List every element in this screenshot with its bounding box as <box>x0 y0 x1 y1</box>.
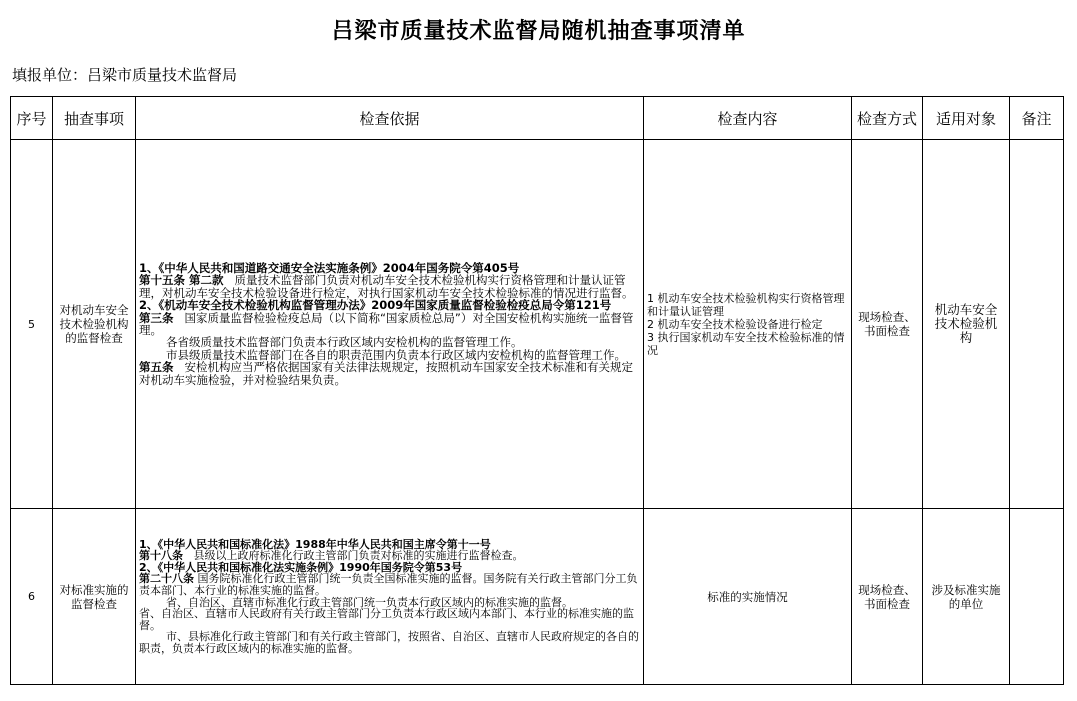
remark <box>1010 140 1064 509</box>
page-title: 吕梁市质量技术监督局随机抽查事项清单 <box>331 18 746 44</box>
basis-text: 国务院标准化行政主管部门统一负责全国标准实施的监督。国务院有关行政主管部门分工负责本部门、本行业的标准实施的监督。 <box>139 572 638 597</box>
basis-text: 省、自治区、直辖市标准化行政主管部门统一负责本行政区域内的标准实施的监督。 <box>166 595 573 609</box>
inspection-item: 对标准实施的监督检查 <box>53 509 136 685</box>
inspection-content <box>644 140 852 509</box>
basis-text: 市县级质量技术监督部门在各自的职责范围内负责本行政区域内安检机构的监督管理工作。 <box>166 347 626 362</box>
basis-article: 第三条 <box>139 310 174 325</box>
inspection-basis <box>136 509 644 685</box>
header-object: 适用对象 <box>923 97 1010 140</box>
table-row <box>11 140 1064 509</box>
header-method: 检查方式 <box>852 97 923 140</box>
basis-law-title: 1、《中华人民共和国道路交通安全法实施条例》2004年国务院令第405号 <box>139 260 520 275</box>
basis-article: 第十五条 第二款 <box>139 273 224 288</box>
basis-text: 市、县标准化行政主管部门和有关行政主管部门，按照省、自治区、直辖市人民政府规定的各自的职责，负责本行政区域内的标准实施的监督。 <box>139 630 639 655</box>
reporting-unit: 填报单位：吕梁市质量技术监督局 <box>12 66 238 84</box>
content-line: 3 执行国家机动车安全技术检验标准的情况 <box>647 330 845 357</box>
header-row <box>11 97 1064 140</box>
inspection-content: 标准的实施情况 <box>644 509 852 685</box>
header-remark: 备注 <box>1010 97 1064 140</box>
basis-article: 第五条 <box>139 360 174 375</box>
basis-article: 第十八条 <box>139 549 183 563</box>
basis-text: 省、自治区、直辖市人民政府有关行政主管部门分工负责本行政区域内本部门、本行业的标准实施的监督。 <box>139 607 634 632</box>
applicable-object: 涉及标准实施的单位 <box>923 509 1010 685</box>
basis-article: 第二十八条 <box>139 572 194 586</box>
inspection-table <box>10 96 1064 685</box>
basis-text: 质量技术监督部门负责对机动车安全技术检验机构实行资格管理和计量认证管理，对机动车安全技术检验设备进行检定，对执行国家机动车安全技术检验标准的情况进行监督。 <box>139 273 634 300</box>
table-row <box>11 509 1064 685</box>
inspection-method: 现场检查、书面检查 <box>852 140 923 509</box>
header-no: 序号 <box>11 97 53 140</box>
header-basis: 检查依据 <box>136 97 644 140</box>
content-line: 1 机动车安全技术检验机构实行资格管理和计量认证管理 <box>647 291 845 318</box>
row-number: 6 <box>11 509 53 685</box>
inspection-method: 现场检查、书面检查 <box>852 509 923 685</box>
applicable-object: 机动车安全技术检验机构 <box>923 140 1010 509</box>
basis-text: 各省级质量技术监督部门负责本行政区域内安检机构的监督管理工作。 <box>166 335 523 350</box>
remark <box>1010 509 1064 685</box>
header-item: 抽查事项 <box>53 97 136 140</box>
basis-text: 安检机构应当严格依据国家有关法律法规规定，按照机动车国家安全技术标准和有关规定对机动车实施检验，并对检验结果负责。 <box>139 360 633 387</box>
basis-text: 县级以上政府标准化行政主管部门负责对标准的实施进行监督检查。 <box>193 549 524 563</box>
content-line: 2 机动车安全技术检验设备进行检定 <box>647 317 823 331</box>
header-content: 检查内容 <box>644 97 852 140</box>
inspection-item: 对机动车安全技术检验机构的监督检查 <box>53 140 136 509</box>
basis-law-title: 2、《中华人民共和国标准化法实施条例》1990年国务院令第53号 <box>139 560 463 574</box>
basis-law-title: 2、《机动车安全技术检验机构监督管理办法》2009年国家质量监督检验检疫总局令第121号 <box>139 298 612 313</box>
row-number: 5 <box>11 140 53 509</box>
inspection-basis <box>136 140 644 509</box>
basis-law-title: 1、《中华人民共和国标准化法》1988年中华人民共和国主席令第十一号 <box>139 537 491 551</box>
basis-text: 国家质量监督检验检疫总局（以下简称“国家质检总局”）对全国安检机构实施统一监督管理。 <box>139 310 634 337</box>
